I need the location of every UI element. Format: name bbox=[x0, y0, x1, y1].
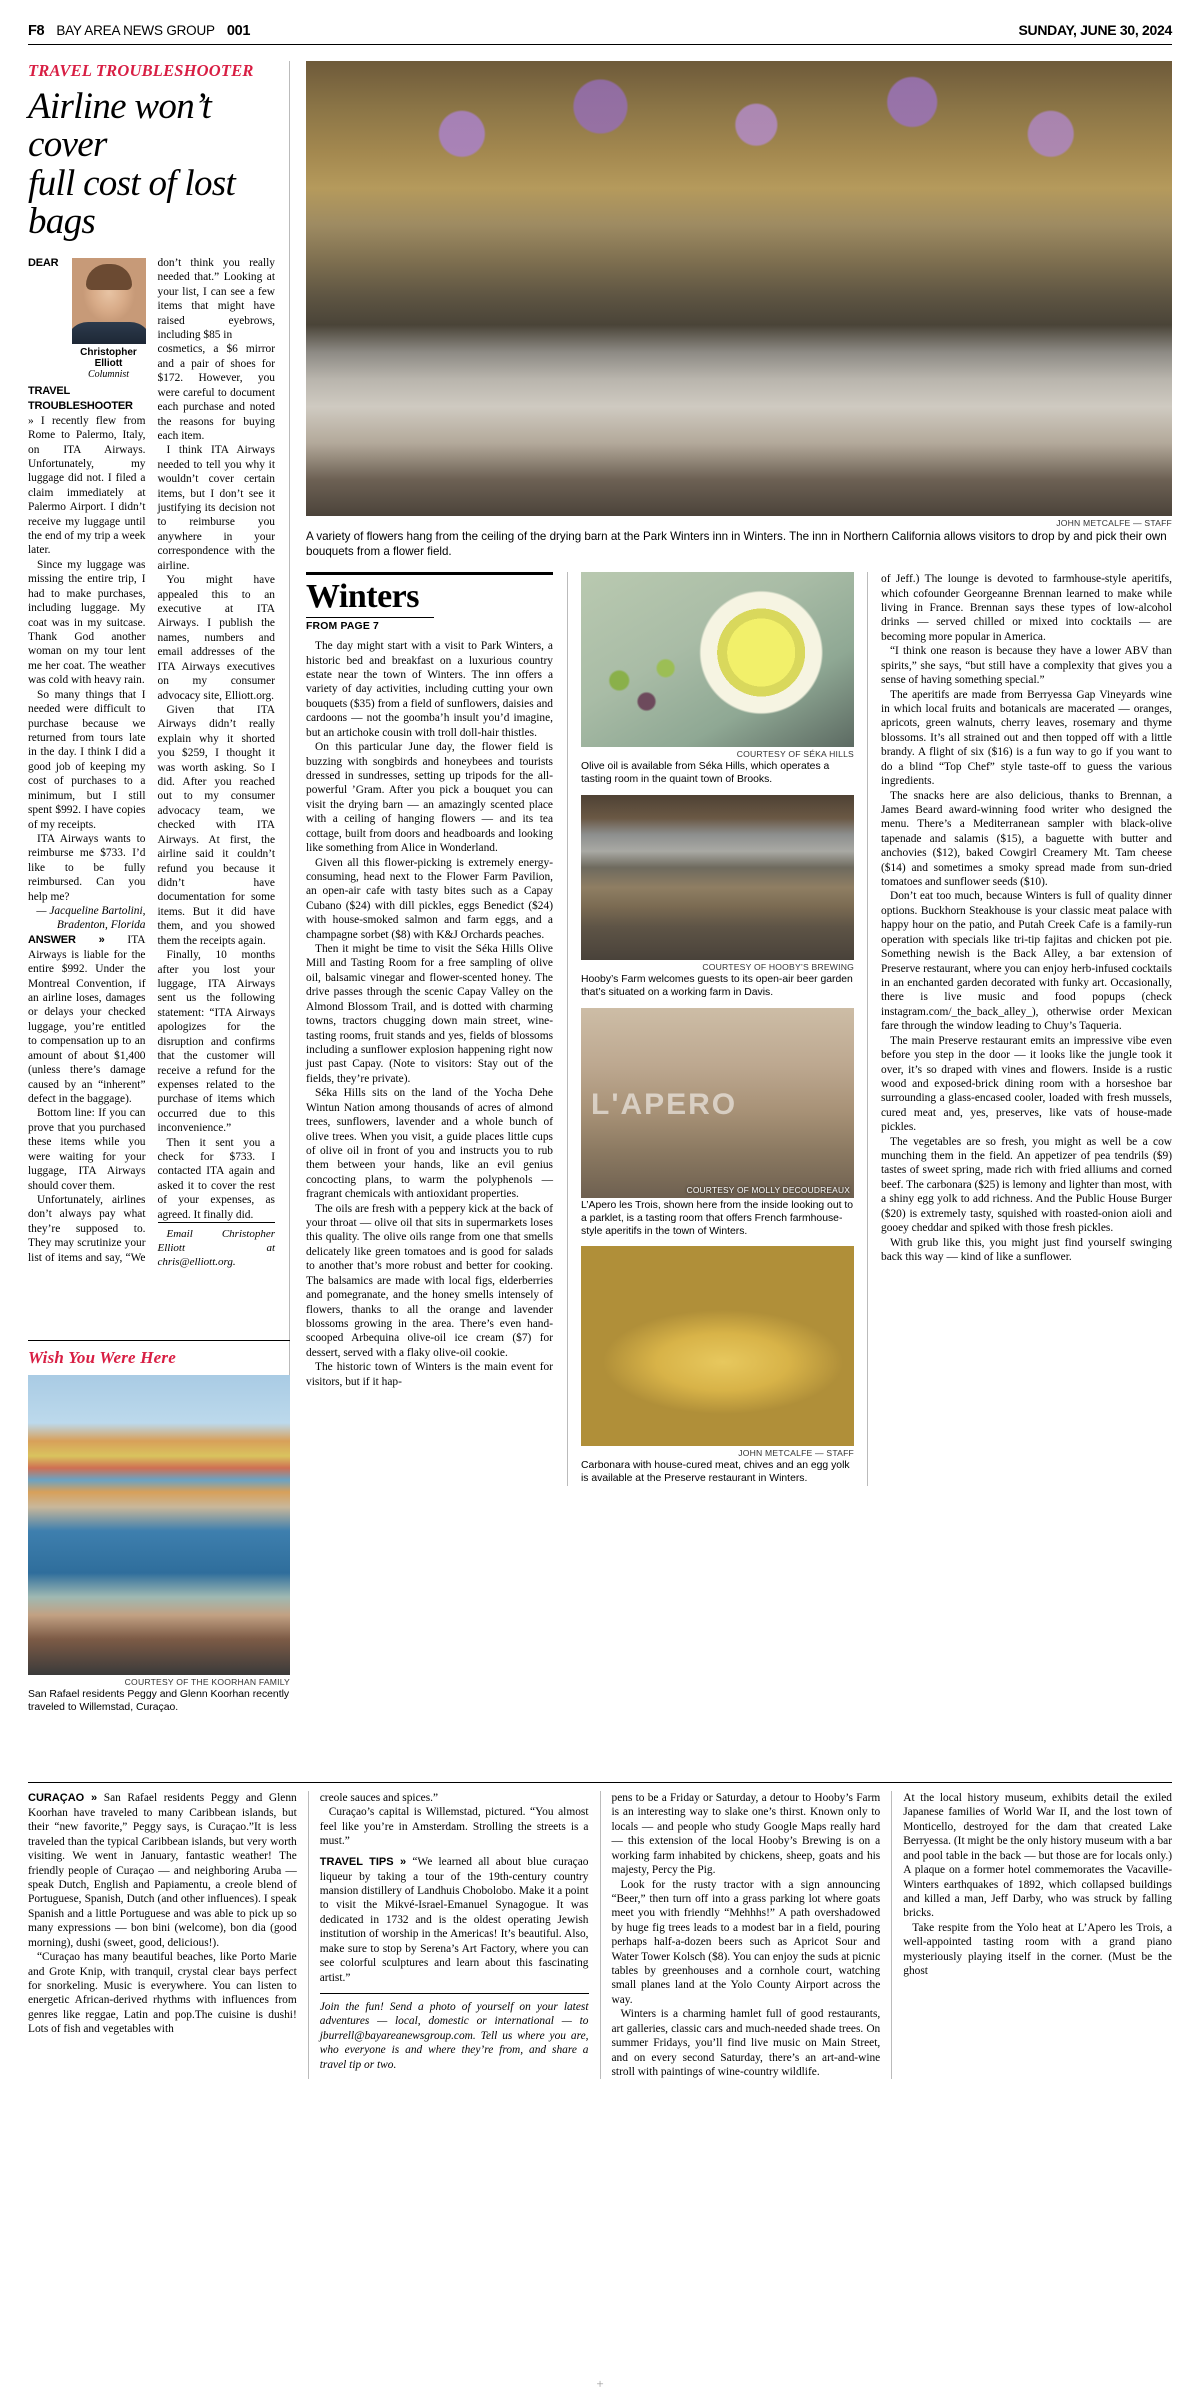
bottom-col-3 bbox=[601, 1791, 893, 2079]
winters-column-1 bbox=[306, 572, 568, 1486]
winters-c2-p4: At the local history museum, exhibits detail the exiled Japanese families of World War II, and the lost town of Monticello, destroyed for the dam that created Lake Berryessa. (It might be the only history museum with a bar and pool table in the back — but those are for locals only.) A plaque on a former hotel commemorates the Vacaville-Winters earthquakes of 1892, which collapsed buildings and killed a man, Jeff Darby, who was struck by falling bricks. bbox=[903, 1792, 1172, 1920]
winters-col3-text bbox=[881, 572, 1172, 1264]
winters-text-col2a bbox=[612, 1791, 881, 2079]
headline-line-2: full cost of lost bags bbox=[28, 162, 236, 243]
jump-line: FROM PAGE 7 bbox=[306, 617, 434, 632]
winters-c1-p5: Séka Hills sits on the land of the Yocha Dehe Wintun Nation among thousands of acres of almond trees, sunflowers, lavender and a whole bunch of olive trees. When you visit, a guide places little cups of olive oil in front of you and instructs you to rub them between your hands, like an evil genius concocting plans, to warm the polyphenols — fragrant chemicals with antioxidant properties. bbox=[306, 1087, 553, 1201]
winters-c1-p1: The day might start with a visit to Park Winters, a historic bed and breakfast on a luxurious country estate near the town of Winters. The inn offers a variety of day activities, including cutting your own bouquets ($35) from a field of sunflowers, daisies and cardoons — not the goomba’h insult you’d imagine, but an artichoke cousin with troll doll-hair thistles. bbox=[306, 640, 553, 739]
answer-col2-6: Then it sent you a check for $733. I contacted ITA again and asked it to cover the rest of your expenses, as agreed. It finally did. bbox=[157, 1136, 275, 1221]
photo-curacao bbox=[28, 1375, 290, 1675]
letter-para-2: Since my luggage was missing the entire trip, I had to make purchases, including luggage. My coat was in my suitcase. Thank God another woman on my tour lent me her coat. The weather was cold with heavy rain. bbox=[28, 558, 146, 687]
columnist-email-note: Email Christopher Elliott at chris@elliott.org. bbox=[158, 1222, 276, 1270]
columnist-mug-block bbox=[72, 258, 146, 380]
bottom-col-2 bbox=[309, 1791, 601, 2079]
winters-c1-p7: The historic town of Winters is the main event for visitors, but if it hap- bbox=[306, 1361, 553, 1388]
answer-col2-1: cosmetics, a $6 mirror and a pair of shoes for $172. However, you were careful to document each purchase and noted the reasons for buying each item. bbox=[157, 343, 275, 442]
photo-credit-curacao: COURTESY OF THE KOORHAN FAMILY bbox=[124, 1677, 290, 1687]
wish-p1-wrap bbox=[28, 1791, 297, 1950]
winters-c2-p3: Winters is a charming hamlet full of good restaurants, art galleries, classic cars and much-needed shade trees. On summer Fridays, you’ll find live music on Main Street, and on every second Saturday, there’s an art-and-wine stroll with paintings of wine-country wildlife. bbox=[611, 2008, 881, 2079]
answer-col2-2: I think ITA Airways needed to tell you why it wouldn’t cover certain items, but I don’t see it justifying its decision not to reimburse you anywhere in your correspondence with the airline. bbox=[157, 444, 275, 572]
photo-caption-curacao: San Rafael residents Peggy and Glenn Koorhan recently traveled to Willemstad, Curaçao. bbox=[28, 1689, 290, 1713]
bottom-columns bbox=[28, 1782, 1172, 2079]
top-zone bbox=[28, 61, 1172, 1486]
columnist-name: Christopher Elliott bbox=[80, 346, 137, 369]
section-kicker: TRAVEL TROUBLESHOOTER bbox=[28, 61, 254, 80]
hero-photo-credit: JOHN METCALFE — STAFF bbox=[1056, 518, 1172, 528]
masthead bbox=[28, 0, 1172, 45]
answer-col2-3: You might have appealed this to an executive at ITA Airways. I publish the names, numbers and email addresses of the ITA Airways executives on my consumer advocacy site, Elliott.org. bbox=[157, 574, 275, 702]
section-title: Winters bbox=[306, 572, 553, 614]
edition-code: 001 bbox=[226, 23, 251, 39]
winters-section bbox=[306, 572, 1172, 1486]
headline-line-1: Airline won’t cover bbox=[28, 86, 212, 166]
dear-body: » I recently flew from Rome to Palermo, Italy, on ITA Airways. Unfortunately, my luggage did not. I filed a claim immediately at Palermo Airport. I didn’t receive my luggage until the end of my trip a week later. bbox=[28, 414, 146, 557]
wish-text-col1 bbox=[28, 1791, 297, 2037]
hero-photo-block bbox=[290, 61, 1172, 1486]
winters-c3-p6: The main Preserve restaurant emits an impressive vibe even before you step in the door — it looks like the jungle took it over, it’s so draped with vines and flowers. Inside is a rustic wood and exposed-brick dining room with a horseshoe bar surrounding a glass-encased cooler, loaded with fresh mussels, cured meat and, yes, preserves, like vats of house-made pickles. bbox=[881, 1034, 1172, 1134]
winters-text-col2b bbox=[903, 1791, 1172, 1978]
hero-photo-caption: A variety of flowers hang from the ceiling of the drying barn at the Park Winters inn in Winters. The inn in Northern California allows visitors to drop by and pick their own bouquets from a flower field. bbox=[306, 530, 1167, 558]
bottom-col-1 bbox=[28, 1791, 309, 2079]
wish-tips-text: “We learned all about blue curaçao liqueur by taking a tour of the 19th-century country mansion distillery of Landhuis Chobolobo. Make it a point to visit the Mikvé-Israel-Emanuel Synagogue. It was dedicated in 1732 and is the oldest operating Jewish institution of worship in the Americas! It’s beautiful. Also, make sure to stop by Serena’s Art Factory, where you can see colorful sculptures and learn about this fascinating artist.” bbox=[319, 1855, 589, 1984]
letter-para-4: ITA Airways wants to reimburse me $733. I’d like to be fully reimbursed. Can you help me? bbox=[28, 832, 146, 903]
winters-c3-p4: The snacks here are also delicious, thanks to Brennan, a James Beard award-winning food writer who designed the menu. There’s a Mediterranean sampler with black-olive tapenade and salamis ($15), a baguette with butter and anchovies ($12), baked Cowgirl Creamery Mt. Tam cheese ($14) and sometimes a smoky spread made from sun-dried tomatoes and sunflower seeds ($10). bbox=[881, 789, 1172, 889]
bottom-col-4 bbox=[892, 1791, 1172, 2079]
page-folio: F8 bbox=[28, 23, 45, 39]
answer-col2-5: Finally, 10 months after you lost your luggage, ITA Airways sent us the following statement: “ITA Airways apologizes for the disruption and confirms that the customer will receive a refund for the expenses related to the purchase of items which occurred due to this inconvenience.” bbox=[157, 949, 275, 1135]
avatar bbox=[72, 258, 146, 344]
photo-caption-beer-garden: Hooby’s Farm welcomes guests to its open-air beer garden that’s situated on a working farm in Davis. bbox=[581, 973, 853, 998]
wish-footer-note: Join the fun! Send a photo of yourself on your latest adventures — local, domestic or international — to jburrell@bayareanewsgroup.com. Tell us where you are, who everyone is and where they’re from, and share a travel tip or two. bbox=[320, 1993, 589, 2072]
winters-c1-p6: The oils are fresh with a peppery kick at the back of your throat — olive oil that sits in supermarkets loses this quality. The olive oils range from one that smells delicately like green tomatoes and is good for salads to another that’s more robust and better for cooking. The balsamics are made with local figs, elderberries and pomegranate, and the honey smells intensely of flowers, thanks to all the orange and lavender blossoms growing in the area. There’s even hand-scooped Arbequina olive-oil ice cream ($7) for dessert, served with a flaky olive-oil cookie. bbox=[306, 1202, 553, 1359]
photo-credit-olive-oil: COURTESY OF SÉKA HILLS bbox=[736, 749, 854, 760]
dear-label: DEAR TRAVEL TROUBLESHOOTER bbox=[28, 256, 133, 412]
winters-c2-p5: Take respite from the Yolo heat at L’Apero les Trois, a well-appointed tasting room with a grand piano mysteriously playing itself in the corner. (Must be the ghost bbox=[903, 1921, 1172, 1978]
answer-para-1 bbox=[28, 933, 146, 1107]
columnist-role: Columnist bbox=[87, 368, 130, 380]
winters-c2-p2: Look for the rusty tractor with a sign announcing “Beer,” then turn off into a grass parking lot where goats meet you with friendly “Mehhhs!” A path overshadowed by huge fig trees leads to a modest bar in a field, pouring perhaps half-a-dozen beers such as Apricot Sour and Water Tower Kolsch ($8). You can enjoy the suds at picnic tables by greenhouses and a cornhole court, watching small planes land at the Yolo County Airport across the way. bbox=[611, 1878, 881, 2006]
travel-troubleshooter-story bbox=[28, 61, 290, 1486]
signature-text: — Jacqueline Bartolini, Bradenton, Florida bbox=[36, 905, 146, 932]
photo-caption-carbonara: Carbonara with house-cured meat, chives and an egg yolk is available at the Preserve restaurant in Winters. bbox=[581, 1460, 850, 1485]
winters-c3-p7: The vegetables are so fresh, you might as well be a cow munching them in the field. An appetizer of pea tendrils ($9) tastes of sweet spring, made rich with fried alliums and corned beef. The carbonara ($25) is lemony and lighter than most, with a shiny egg yolk to add richness. And the Public House Burger ($20) is extremely tasty, squished with roasted-onion aioli and gooey cheddar and spiked with those fresh pickles. bbox=[881, 1135, 1172, 1235]
winters-c3-p3: The aperitifs are made from Berryessa Gap Vineyards wine in which local fruits and botanicals are macerated — oranges, apricots, green walnuts, cherry leaves, rosemary and thyme blossoms. It’s all strained out and then topped off with a little brandy. A flight of six ($16) is a fun way to go if you want to do a blind “Top Chef” style taste-off to guess the various ingredients. bbox=[881, 688, 1172, 788]
answer-para-3: Unfortunately, airlines don’t always pay what they’re supposed to. They may scrutinize your list of items and say, “We don’t think you really needed that.” Looking at your list, I can see a few items that might have raised eyebrows, including $85 in bbox=[28, 256, 275, 1264]
wish-p1: San Rafael residents Peggy and Glenn Koorhan have traveled to many Caribbean islands, but their “new favorite,” Peggy says, is Curaçao.”It is less traveled than the typical Caribbean islands, but very worth visiting. We went in January, fantastic weather! The friendly people of Curaçao — and neighboring Aruba — speak Dutch, English and Papiamentu, a creole blend of Portuguese, Spanish, Dutch (and other influences). I speak Spanish and a little Portuguese and was able to pick up so many expressions — bon bini (welcome), bon dia (good morning), dushi (sweet, good, delicious!). bbox=[28, 1792, 297, 1949]
travel-tips-label: TRAVEL TIPS » bbox=[319, 1855, 407, 1868]
wish-tips-wrap bbox=[320, 1855, 589, 1985]
winters-c3-p2: “I think one reason is because they have a lower ABV than spirits,” she says, “but still have a complexity that gives you a sense of having something special.” bbox=[881, 645, 1172, 687]
photo-credit-beer-garden: COURTESY OF HOOBY’S BREWING bbox=[702, 961, 854, 972]
answer-col2-4: Given that ITA Airways didn’t really explain why it shorted you $259, I thought it was worth asking. So I did. After you reached out to my consumer advocacy team, we checked with ITA Airways. At first, the airline said it couldn’t refund you because it didn’t have documentation for some items. But it did have them, and you showed them the receipts again. bbox=[157, 703, 275, 947]
wish-p4: Curaçao’s capital is Willemstad, pictured. “You almost feel like you’re in Amsterdam. Strolling the streets is a must.” bbox=[319, 1806, 589, 1848]
winters-c3-p5: Don’t eat too much, because Winters is full of quality dinner options. Buckhorn Steakhouse is your classic meat palace with happy hour on the patio, and Putah Creek Cafe is a family-run operation with specials like tri-tip fajitas and chicken pot pie. Something newish is the Back Alley, a bar extension of Preserve restaurant, where you can enjoy herb-infused cocktails in an enchanted garden decorated with funky art. Occasionally, there is live music and food popups (check instagram.com/_the_back_alley_), otherwise order Mexican fare through the window leading to Chuy’s Taqueria. bbox=[881, 890, 1172, 1033]
photo-beer-garden bbox=[581, 795, 854, 960]
photo-lapero bbox=[581, 1008, 854, 1198]
photo-caption-lapero: L’Apero les Trois, shown here from the inside looking out to a parklet, is a tasting room that offers French farmhouse-style aperitifs in the town of Winters. bbox=[581, 1199, 854, 1237]
letter-signature bbox=[28, 904, 146, 933]
winters-c3-p1: of Jeff.) The lounge is devoted to farmhouse-style aperitifs, which cofounder Georgeanne Brennan learned to make while living in France. Brennan says these types of low-alcohol drinks — served chilled or mixed into cocktails — are becoming more popular in America. bbox=[881, 573, 1172, 643]
answer-label: ANSWER » bbox=[28, 933, 105, 946]
wish-p2: “Curaçao has many beautiful beaches, like Porto Marie and Grote Knip, with tranquil, crystal clear bays perfect for snorkeling. Music is everywhere. You can listen to energetic African-derived rhythms with influences from genres like reggae, Latin and pop.The cuisine is dushi! Lots of fish and vegetables with bbox=[28, 1951, 297, 2036]
photo-caption-olive-oil: Olive oil is available from Séka Hills, which operates a tasting room in the quaint town of Brooks. bbox=[581, 761, 830, 786]
photo-carbonara bbox=[581, 1246, 854, 1446]
publication-name: BAY AREA NEWS GROUP bbox=[56, 23, 215, 38]
winters-c1-p4: Then it might be time to visit the Séka Hills Olive Mill and Tasting Room for a free sampling of olive oil, balsamic vinegar and flower-scented honey. The drive passes through the scenic Capay Valley on the Almond Blossom Trail, and is dotted with charming towns, tractors chugging down main street, wine-tasting rooms, fruit stands and yes, fields of blossoms including a sunflower explosion happening right now just past Capay. (Note to visitors: Stay out of the fields, they’re private). bbox=[306, 943, 553, 1085]
winters-c1-p2: On this particular June day, the flower field is buzzing with songbirds and honeybees and tourists dressed in sundresses, setting up tripods for the all-powerful ’Gram. After you pick a bouquet you can visit the drying barn — an amazingly scented place with a ceiling of hanging flowers — and its tea cottage, built from doors and headboards and looking like something from Alice in Wonderland. bbox=[306, 741, 553, 855]
story-columns bbox=[28, 256, 275, 1270]
wish-kicker: Wish You Were Here bbox=[28, 1340, 290, 1368]
winters-column-2 bbox=[568, 572, 868, 1486]
issue-date: SUNDAY, JUNE 30, 2024 bbox=[1018, 22, 1172, 38]
photo-credit-carbonara: JOHN METCALFE — STAFF bbox=[738, 1448, 854, 1459]
masthead-left bbox=[28, 23, 250, 39]
photo-olive-oil bbox=[581, 572, 854, 747]
hero-photo-drying-barn bbox=[306, 61, 1172, 516]
photo-credit-lapero: COURTESY OF MOLLY DECOUDREAUX bbox=[686, 1184, 850, 1195]
bottom-zone bbox=[28, 1772, 1172, 2079]
winters-column-3 bbox=[868, 572, 1172, 1486]
wish-text-col2 bbox=[320, 1791, 589, 2072]
wish-you-were-here-section bbox=[28, 1328, 290, 1715]
destination-label: CURAÇAO » bbox=[28, 1792, 98, 1804]
page-title bbox=[28, 88, 275, 242]
registration-mark: + bbox=[596, 2376, 604, 2391]
winters-col1-text bbox=[306, 639, 553, 1389]
winters-c1-p3: Given all this flower-picking is extremely energy-consuming, head next to the Flower Farm Pavilion, an open-air cafe with tasty bites such as a Capay Cubano ($24) with dill pickles, eggs Benedict ($24) with house-smoked salmon and farm eggs, and a champagne sorbet ($8) with K&J Orchards peaches. bbox=[306, 856, 553, 941]
answer-text-1: ITA Airways is liable for the entire $992. Under the Montreal Convention, if an airline loses, damages or delays your checked luggage, you’re entitled to compensation up to an amount of about $1,400 (unless there’s damage caused by an “inherent” defect in the baggage). bbox=[28, 933, 146, 1105]
wish-p3: creole sauces and spices.” bbox=[319, 1792, 439, 1804]
answer-para-2: Bottom line: If you can prove that you purchased these items while you were waiting for your luggage, ITA Airways should cover them. bbox=[28, 1107, 146, 1192]
letter-para-3: So many things that I needed were difficult to purchase because we returned from tours late in the day. I think I did a good job of keeping my cost of purchases to a minimum, but I still spent $992. I have copies of my receipts. bbox=[28, 688, 146, 831]
winters-c3-p8: With grub like this, you might just find yourself swinging back this way — kind of like a sunflower. bbox=[881, 1236, 1172, 1264]
winters-c2-p1: pens to be a Friday or Saturday, a detour to Hooby’s Farm is an interesting way to slake one’s thirst. Known only to locals — and people who study Google Maps really hard — this extension of the local Hooby’s Brewing is on a working farm inhabited by chickens, sheep, goats and his majesty, Percy the Pig. bbox=[611, 1792, 881, 1877]
